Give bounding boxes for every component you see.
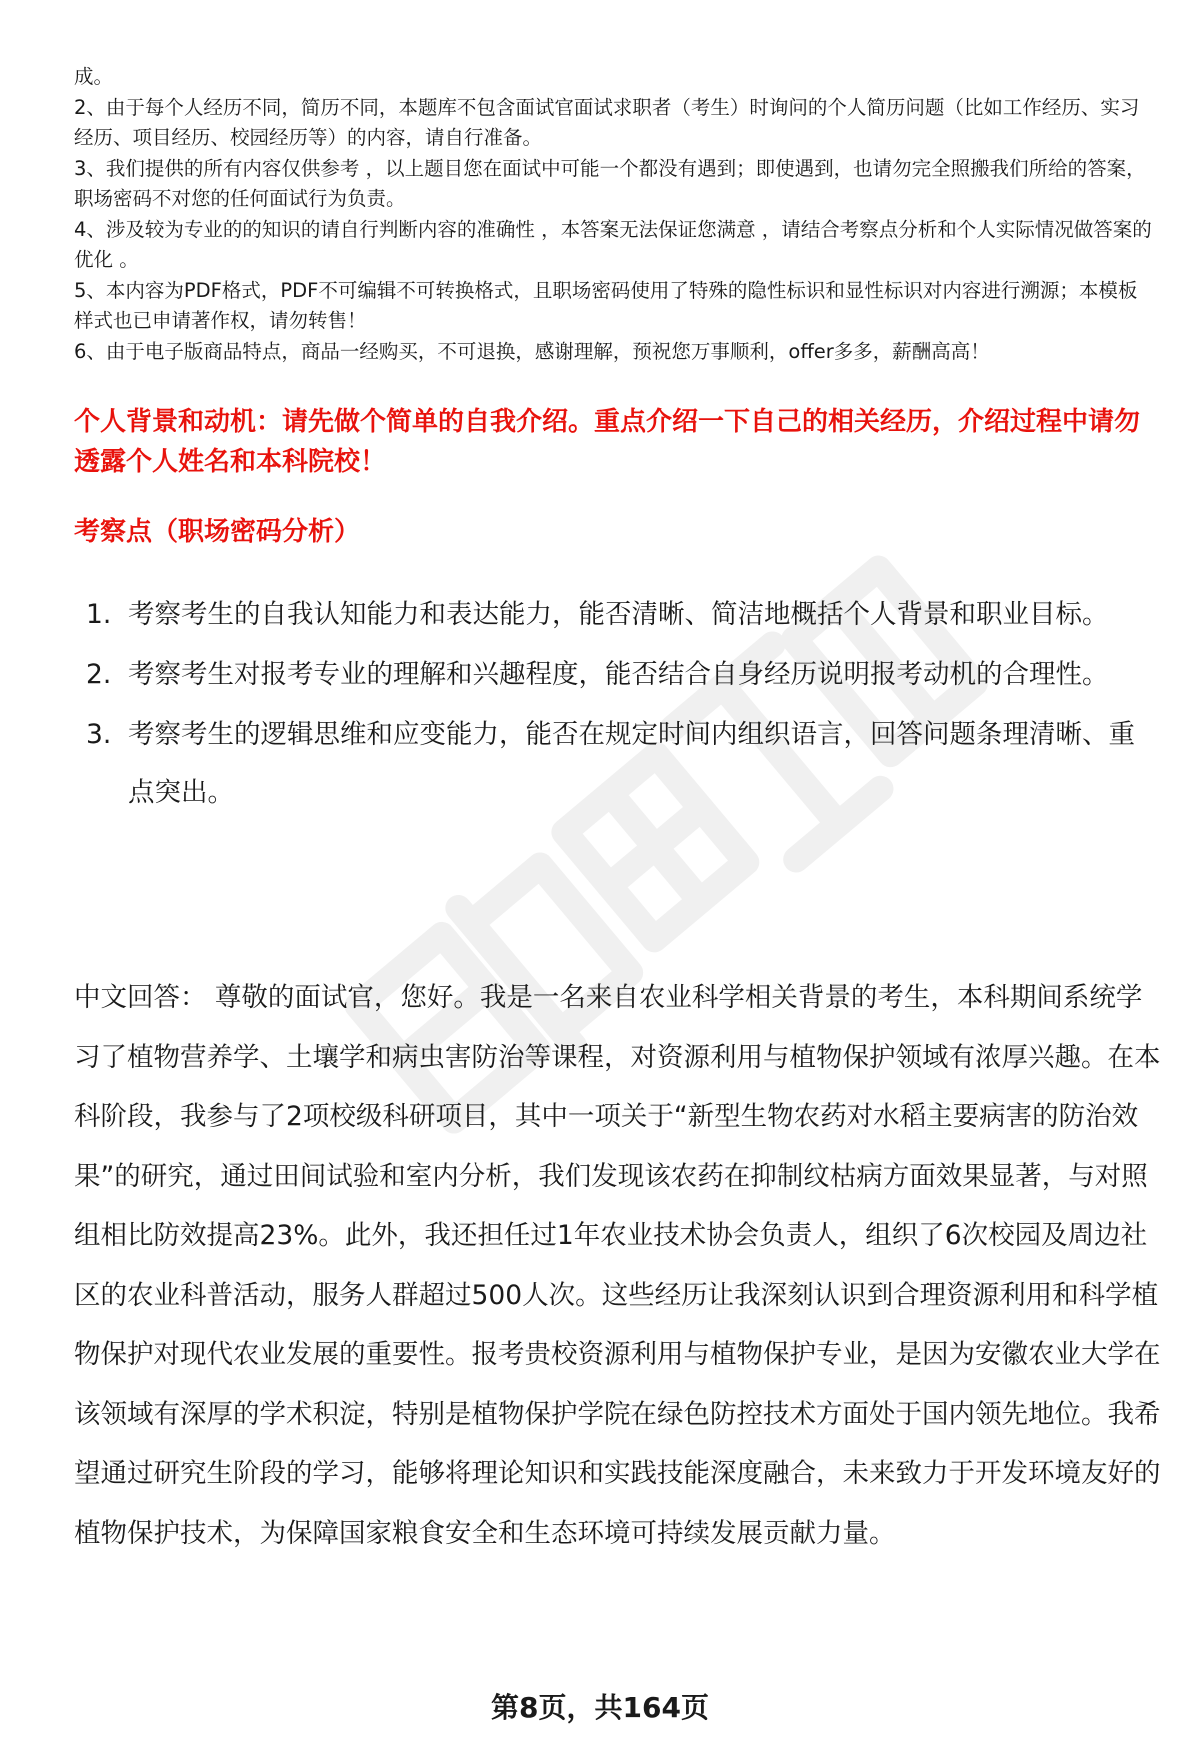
- section-title: 考察点（职场密码分析）: [74, 517, 361, 547]
- list-text: 考察考生对报考专业的理解和兴趣程度，能否结合自身经历说明报考动机的合理性。: [128, 659, 1109, 690]
- list-number: 1.: [86, 599, 112, 630]
- list-item: [74, 586, 1154, 644]
- list-text: 考察考生的自我认知能力和表达能力，能否清晰、简洁地概括个人背景和职业目标。: [128, 599, 1109, 630]
- notice-line: 5、本内容为PDF格式，PDF不可编辑不可转换格式，且职场密码使用了特殊的隐性标识和显性标识对内容进行溯源；本模板样式也已申请著作权，请勿转售！: [74, 278, 1138, 332]
- notice-list: [74, 62, 1154, 367]
- answer-paragraph: 中文回答： 尊敬的面试官，您好。我是一名来自农业科学相关背景的考生，本科期间系统学习了植物营养学、土壤学和病虫害防治等课程，对资源利用与植物保护领域有浓厚兴趣。在本科阶段，我参与了2项校级科研项目，其中一项关于“新型生物农药对水稻主要病害的防治效果”的研究，通过田间试验和室内分析，我们发现该农药在抑制纹枯病方面效果显著，与对照组相比防效提高23%。此外，我还担任过1年农业技术协会负责人，组织了6次校园及周边社区的农业科普活动，服务人群超过500人次。这些经历让我深刻认识到合理资源利用和科学植物保护对现代农业发展的重要性。报考贵校资源利用与植物保护专业，是因为安徽农业大学在该领域有深厚的学术积淀，特别是植物保护学院在绿色防控技术方面处于国内领先地位。我希望通过研究生阶段的学习，能够将理论知识和实践技能深度融合，未来致力于开发环境友好的植物保护技术，为保障国家粮食安全和生态环境可持续发展贡献力量。: [74, 982, 1161, 1549]
- notice-line: 6、由于电子版商品特点，商品一经购买，不可退换，感谢理解，预祝您万事顺利，offer多多，薪酬高高！: [74, 339, 990, 363]
- list-text: 考察考生的逻辑思维和应变能力，能否在规定时间内组织语言，回答问题条理清晰、重点突出。: [128, 719, 1135, 808]
- notice-line: 成。: [74, 65, 114, 88]
- notice-line: 3、我们提供的所有内容仅供参考 ，以上题目您在面试中可能一个都没有遇到；即使遇到，也请勿完全照搬我们所给的答案，职场密码不对您的任何面试行为负责。: [74, 156, 1146, 210]
- list-item: [74, 646, 1154, 704]
- list-item: [74, 706, 1154, 822]
- list-number: 2.: [86, 659, 112, 690]
- page-number: 第8页，共164页: [491, 1691, 709, 1724]
- assessment-points: [74, 586, 1154, 824]
- notice-line: 2、由于每个人经历不同，简历不同，本题库不包含面试官面试求职者（考生）时询问的个人简历问题（比如工作经历、实习经历、项目经历、校园经历等）的内容，请自行准备。: [74, 95, 1140, 149]
- list-number: 3.: [86, 719, 112, 750]
- question-heading: 个人背景和动机：请先做个简单的自我介绍。重点介绍一下自己的相关经历，介绍过程中请勿透露个人姓名和本科院校！: [74, 407, 1141, 477]
- notice-line: 4、涉及较为专业的的知识的请自行判断内容的准确性 ，本答案无法保证您满意 ，请结合考察点分析和个人实际情况做答案的优化 。: [74, 217, 1152, 271]
